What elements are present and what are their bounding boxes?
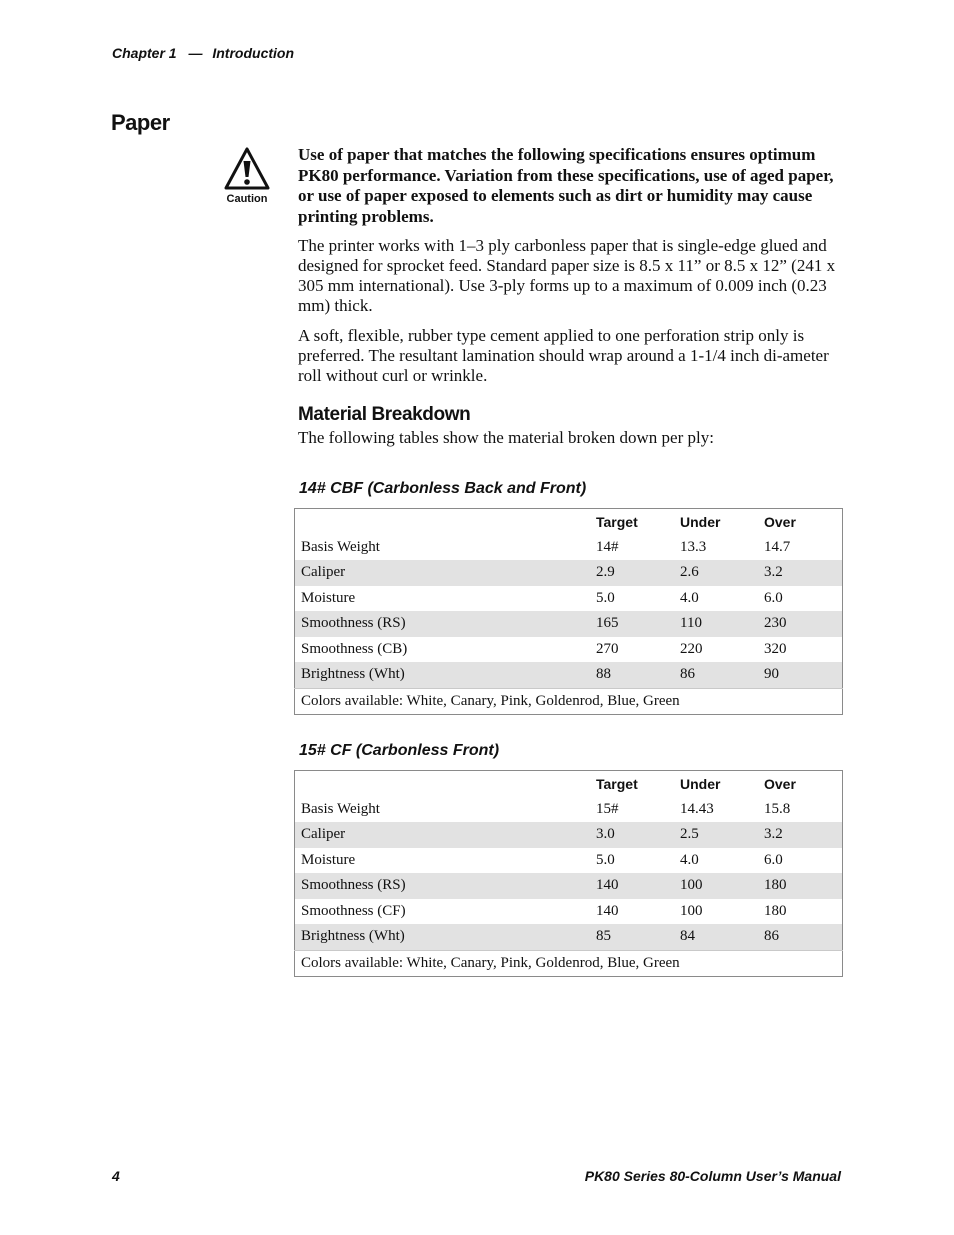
material-breakdown-heading: Material Breakdown [298, 404, 471, 425]
cell-property: Caliper [301, 564, 346, 581]
cell-under: 2.5 [680, 826, 699, 843]
cell-property: Smoothness (CB) [301, 640, 408, 657]
cell-under: 220 [680, 640, 703, 657]
chapter-label: Chapter 1 [112, 45, 177, 61]
table-footnote-row [295, 688, 843, 715]
cell-target: 140 [596, 902, 619, 919]
cell-over: 3.2 [764, 826, 783, 843]
column-header-target: Target [596, 775, 638, 792]
cell-under: 100 [680, 877, 703, 894]
warning-triangle-icon [221, 146, 273, 194]
cell-over: 180 [764, 902, 787, 919]
cell-under: 86 [680, 666, 695, 683]
cell-over: 320 [764, 640, 787, 657]
material-intro: The following tables show the material broken down per ply: [298, 428, 714, 447]
caution-text: Use of paper that matches the following specifications ensures optimum PK80 performance. Variation from these specifications, use of aged paper, or use of paper exposed to elements such as dirt or humidity may cause printing problems. [298, 145, 834, 226]
column-header-property [295, 509, 591, 535]
table-row [295, 899, 843, 925]
running-head [112, 45, 294, 61]
cell-target: 88 [596, 666, 611, 683]
column-header-property [295, 771, 591, 797]
table-row [295, 560, 843, 586]
table-row [295, 637, 843, 663]
cell-over: 6.0 [764, 589, 783, 606]
cell-property: Smoothness (RS) [301, 877, 406, 894]
table-row [295, 848, 843, 874]
header-separator: — [188, 45, 203, 61]
column-header-over: Over [764, 513, 796, 530]
table-caption-cf: 15# CF (Carbonless Front) [299, 742, 500, 759]
manual-title: PK80 Series 80-Column User’s Manual [584, 1168, 841, 1184]
cell-target: 15# [596, 800, 619, 817]
cell-over: 15.8 [764, 800, 791, 817]
cell-over: 90 [764, 666, 779, 683]
cell-target: 3.0 [596, 826, 615, 843]
cell-property: Smoothness (RS) [301, 615, 406, 632]
table-header-row [295, 771, 843, 797]
paragraph-lamination: A soft, flexible, rubber type cement applied to one perforation strip only is preferred. The resultant lamination should wrap around a 1-1/4 inch di-ameter roll without curl or wrinkle. [298, 326, 829, 385]
table-caption-cbf: 14# CBF (Carbonless Back and Front) [299, 480, 587, 497]
table-row [295, 611, 843, 637]
cell-target: 5.0 [596, 851, 615, 868]
cell-over: 6.0 [764, 851, 783, 868]
cell-target: 140 [596, 877, 619, 894]
table-row [295, 797, 843, 823]
cell-property: Brightness (Wht) [301, 928, 405, 945]
cell-property: Brightness (Wht) [301, 666, 405, 683]
cell-under: 84 [680, 928, 695, 945]
colors-available-note: Colors available: White, Canary, Pink, Goldenrod, Blue, Green [295, 688, 843, 715]
cell-under: 4.0 [680, 589, 699, 606]
column-header-over: Over [764, 775, 796, 792]
cell-target: 2.9 [596, 564, 615, 581]
table-footnote-row [295, 950, 843, 977]
page-number: 4 [112, 1168, 120, 1184]
colors-available-note: Colors available: White, Canary, Pink, Goldenrod, Blue, Green [295, 950, 843, 977]
table-header-row [295, 509, 843, 535]
table-row [295, 535, 843, 561]
section-label: Introduction [212, 45, 295, 61]
column-header-under: Under [680, 513, 721, 530]
cell-over: 3.2 [764, 564, 783, 581]
cell-target: 270 [596, 640, 619, 657]
cell-property: Moisture [301, 851, 356, 868]
cell-over: 14.7 [764, 538, 791, 555]
cell-property: Basis Weight [301, 538, 380, 555]
cell-target: 5.0 [596, 589, 615, 606]
column-header-target: Target [596, 513, 638, 530]
cell-property: Moisture [301, 589, 356, 606]
cell-under: 2.6 [680, 564, 699, 581]
cell-property: Basis Weight [301, 800, 380, 817]
table-row [295, 873, 843, 899]
caution-label: Caution [226, 193, 268, 205]
cell-target: 14# [596, 538, 619, 555]
table-row [295, 822, 843, 848]
paragraph-paper-specs: The printer works with 1–3 ply carbonless paper that is single-edge glued and designed for sprocket feed. Standard paper size is 8.5 x 11” or 8.5 x 12” (241 x 305 mm international). Use 3-ply forms up to a maximum of 0.009 inch (0.23 mm) thick. [298, 236, 836, 315]
cell-over: 86 [764, 928, 779, 945]
cell-under: 14.43 [680, 800, 714, 817]
table-row [295, 662, 843, 688]
cell-under: 110 [680, 615, 702, 632]
cell-property: Caliper [301, 826, 346, 843]
table-row [295, 586, 843, 612]
cbf-spec-table [294, 508, 843, 715]
caution-icon [221, 146, 273, 210]
cell-over: 180 [764, 877, 787, 894]
cell-property: Smoothness (CF) [301, 902, 406, 919]
table-row [295, 924, 843, 950]
page-title: Paper [111, 110, 170, 135]
cell-under: 13.3 [680, 538, 707, 555]
cf-spec-table [294, 770, 843, 977]
cell-under: 100 [680, 902, 703, 919]
cell-target: 85 [596, 928, 611, 945]
cell-over: 230 [764, 615, 787, 632]
cell-target: 165 [596, 615, 619, 632]
column-header-under: Under [680, 775, 721, 792]
cell-under: 4.0 [680, 851, 699, 868]
